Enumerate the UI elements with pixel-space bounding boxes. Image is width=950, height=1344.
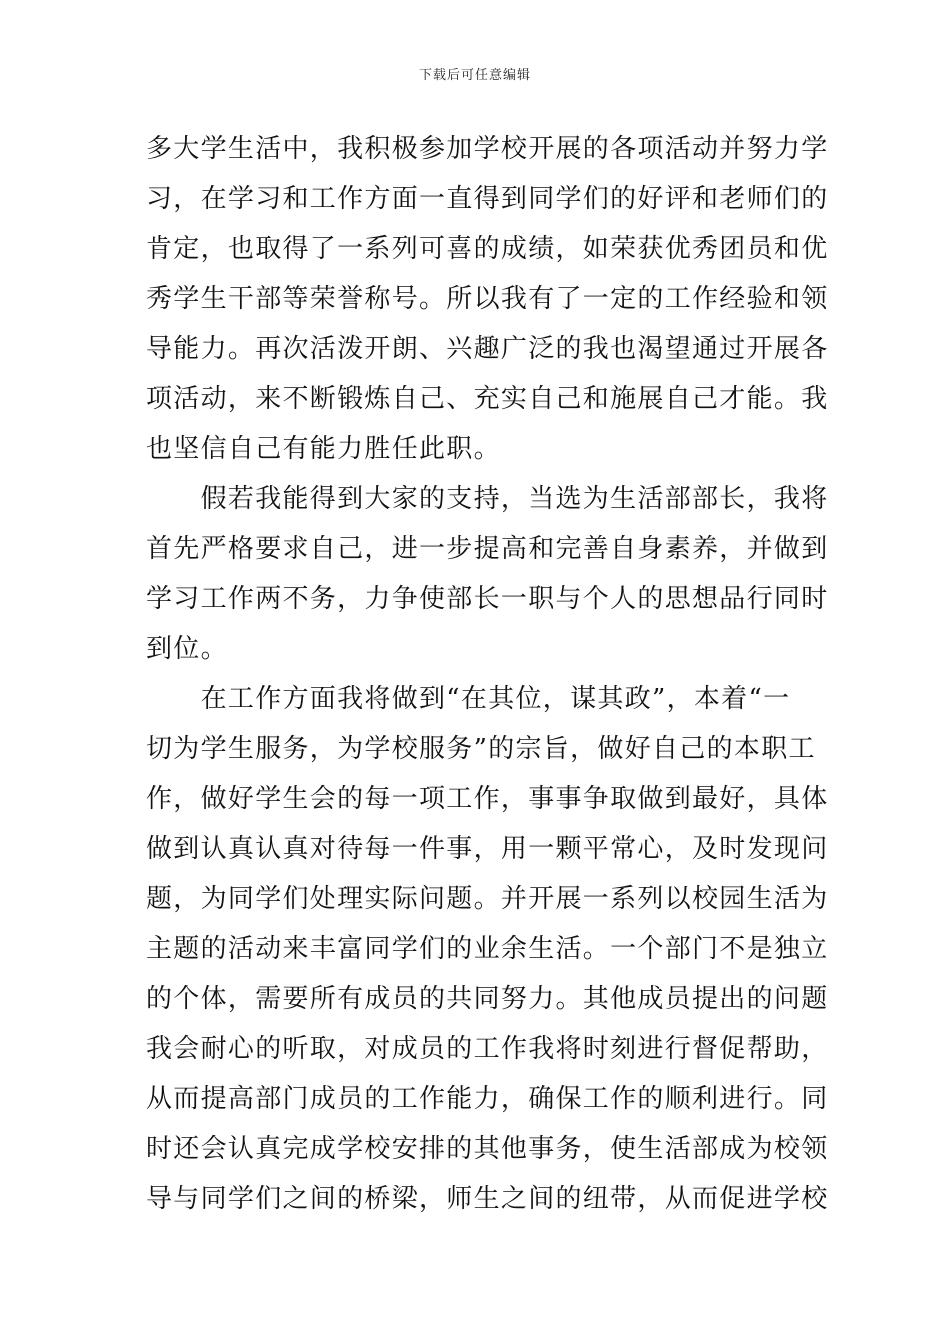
body-line: 作，做好学生会的每一项工作，事事争取做到最好，具体 (146, 784, 829, 814)
body-line: 我会耐心的听取，对成员的工作我将时刻进行督促帮助， (146, 1034, 829, 1064)
body-line: 首先严格要求自己，进一步提高和完善自身素养，并做到 (146, 534, 829, 564)
body-line: 切为学生服务，为学校服务”的宗旨，做好自己的本职工 (146, 734, 816, 764)
body-line: 习，在学习和工作方面一直得到同学们的好评和老师们的 (146, 184, 829, 214)
body-line: 主题的活动来丰富同学们的业余生活。一个部门不是独立 (146, 934, 829, 964)
body-line: 做到认真认真对待每一件事，用一颗平常心，及时发现问 (146, 834, 829, 864)
page-header: 下载后可任意编辑 (418, 68, 531, 83)
body-line: 导与同学们之间的桥梁，师生之间的纽带，从而促进学校 (146, 1184, 829, 1214)
body-line: 的个体，需要所有成员的共同努力。其他成员提出的问题 (146, 984, 829, 1014)
body-line: 肯定，也取得了一系列可喜的成绩，如荣获优秀团员和优 (146, 234, 829, 264)
body-line: 假若我能得到大家的支持，当选为生活部部长，我将 (146, 484, 829, 514)
body-line: 学习工作两不务，力争使部长一职与个人的思想品行同时 (146, 584, 829, 614)
body-line: 秀学生干部等荣誉称号。所以我有了一定的工作经验和领 (146, 284, 829, 314)
body-line: 时还会认真完成学校安排的其他事务，使生活部成为校领 (146, 1134, 829, 1164)
body-line: 从而提高部门成员的工作能力，确保工作的顺利进行。同 (146, 1084, 829, 1114)
body-line: 题，为同学们处理实际问题。并开展一系列以校园生活为 (146, 884, 829, 914)
body-line: 在工作方面我将做到“在其位，谋其政”，本着“一 (146, 684, 791, 714)
body-line: 项活动，来不断锻炼自己、充实自己和施展自己才能。我 (146, 384, 829, 414)
body-line: 多大学生活中，我积极参加学校开展的各项活动并努力学 (146, 134, 829, 164)
body-line: 也坚信自己有能力胜任此职。 (146, 434, 501, 464)
body-line: 到位。 (146, 634, 228, 664)
body-line: 导能力。再次活泼开朗、兴趣广泛的我也渴望通过开展各 (146, 334, 829, 364)
